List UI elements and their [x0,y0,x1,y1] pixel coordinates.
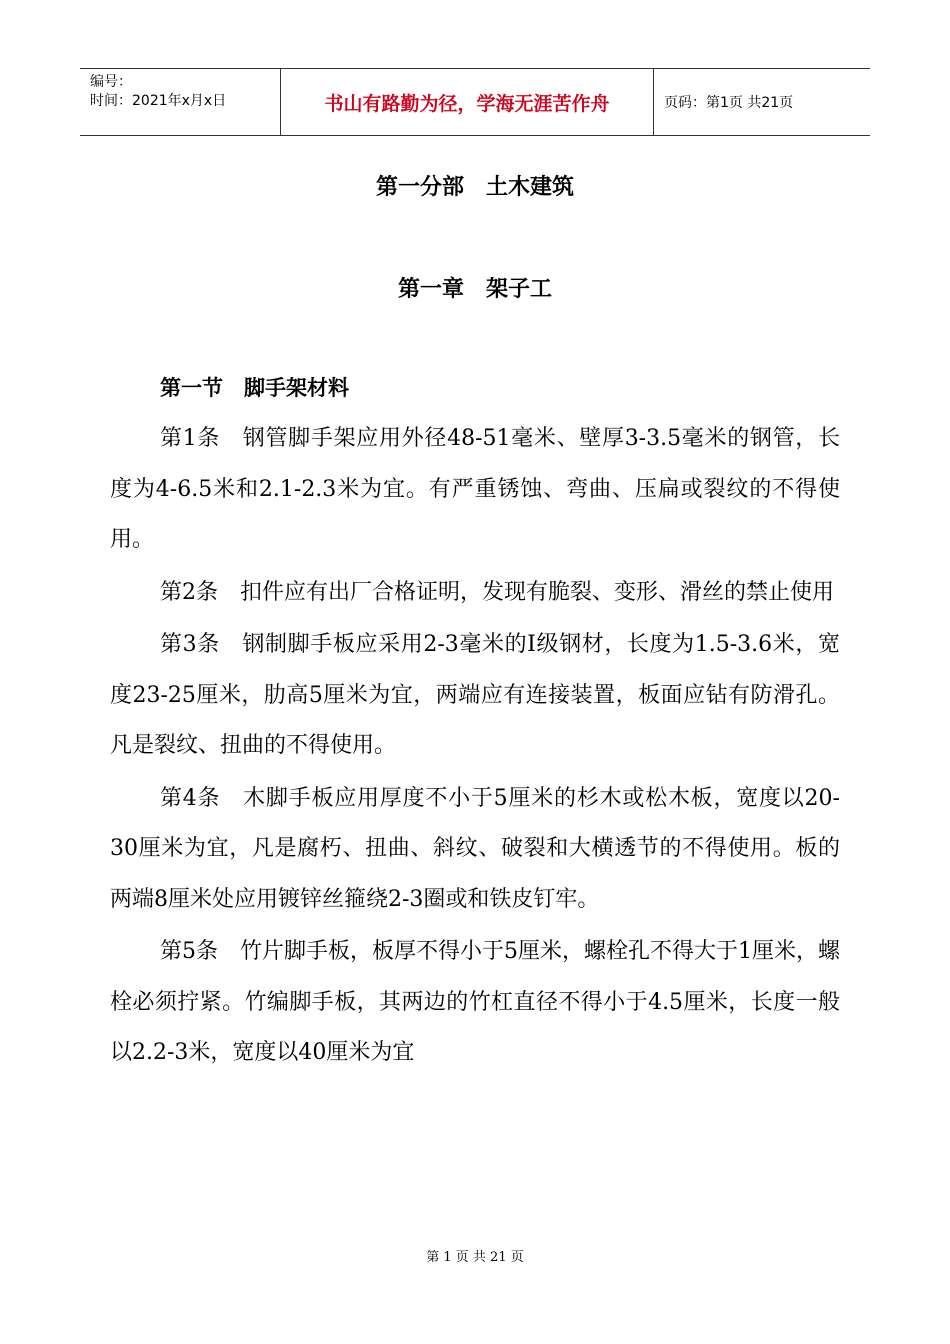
article-4: 第4条 木脚手板应用厚度不小于5厘米的杉木或松木板，宽度以20-30厘米为宜，凡是腐朽、扭曲、斜纹、破裂和大横透节的不得使用。板的两端8厘米处应用镀锌丝箍绕2-3圈或和铁皮钉牢。 [110,785,840,912]
article-2: 第2条 扣件应有出厂合格证明，发现有脆裂、变形、滑丝的禁止使用 [160,579,834,605]
chapter-title: 第一章 架子工 [397,277,552,302]
header-page-info: 页码：第1页 共21页 [664,95,794,111]
section-title: 第一节 脚手架材料 [160,376,349,400]
page-header [80,68,870,136]
article-5: 第5条 竹片脚手板，板厚不得小于5厘米，螺栓孔不得大于1厘米，螺栓必须拧紧。竹编脚手板，其两边的竹杠直径不得小于4.5厘米，长度一般以2.2-3米，宽度以40厘米为宜 [110,939,840,1065]
header-motto: 书山有路勤为径，学海无涯苦作舟 [281,69,654,135]
time-label: 时间：2021年x月x日 [90,93,227,109]
article-3: 第3条 钢制脚手板应采用2-3毫米的I级钢材，长度为1.5-3.6米，宽度23-25厘米，肋高5厘米为宜，两端应有连接装置，板面应钻有防滑孔。凡是裂纹、扭曲的不得使用。 [110,632,840,758]
document-body [110,414,840,1081]
header-meta [80,69,281,135]
page-footer: 第 1 页 共 21 页 [426,1250,524,1265]
part-title: 第一分部 土木建筑 [375,175,574,200]
number-label: 编号： [90,74,132,90]
article-1: 第1条 钢管脚手架应用外径48-51毫米、壁厚3-3.5毫米的钢管，长度为4-6.5米和2.1-2.3米为宜。有严重锈蚀、弯曲、压扁或裂纹的不得使用。 [110,426,841,552]
